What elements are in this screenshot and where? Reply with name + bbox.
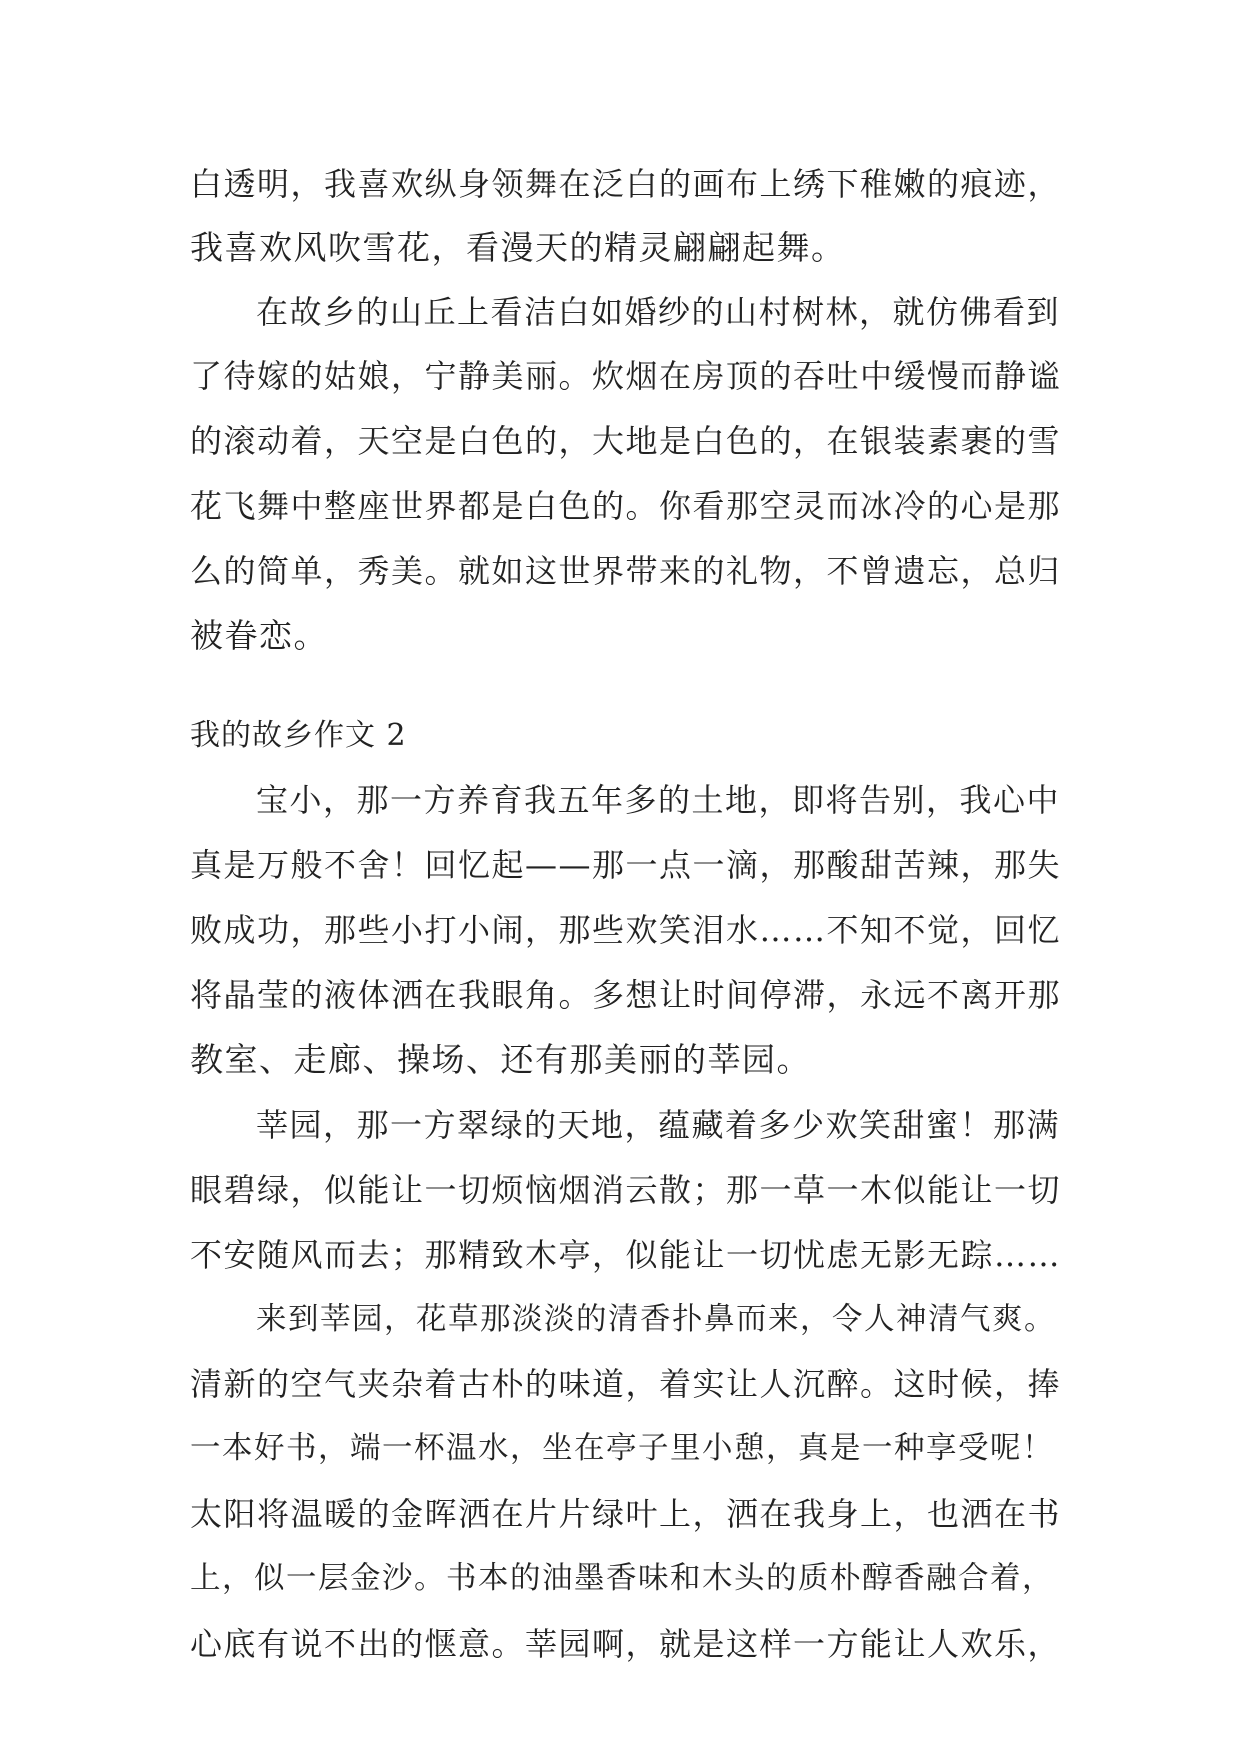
text-line: 心底有说不出的惬意。莘园啊，就是这样一方能让人欢乐， [190,1625,1062,1663]
text-line: 败成功，那些小打小闹，那些欢笑泪水……不知不觉，回忆 [190,911,1062,949]
section-heading: 我的故乡作文 2 [190,718,407,753]
text-line: 了待嫁的姑娘，宁静美丽。炊烟在房顶的吞吐中缓慢而静谧 [190,357,1062,395]
text-line: 上，似一层金沙。书本的油墨香味和木头的质朴醇香融合着， [190,1561,1054,1596]
text-line: 被眷恋。 [190,616,328,655]
text-line: 我喜欢风吹雪花，看漫天的精灵翩翩起舞。 [190,228,846,267]
text-line: 一本好书，端一杯温水，坐在亭子里小憩，真是一种享受呢！ [190,1431,1054,1466]
paragraph-first-line: 在故乡的山丘上看洁白如婚纱的山村树林，就仿佛看到 [256,293,1061,331]
text-line: 不安随风而去；那精致木亭，似能让一切忧虑无影无踪…… [190,1236,1062,1274]
paragraph-first-line: 宝小，那一方养育我五年多的土地，即将告别，我心中 [256,781,1061,819]
text-line: 将晶莹的液体洒在我眼角。多想让时间停滞，永远不离开那 [190,976,1062,1014]
text-line: 花飞舞中整座世界都是白色的。你看那空灵而冰冷的心是那 [190,487,1062,525]
text-line: 真是万般不舍！回忆起——那一点一滴，那酸甜苦辣，那失 [190,846,1062,884]
text-line: 太阳将温暖的金晖洒在片片绿叶上，洒在我身上，也洒在书 [190,1495,1062,1533]
paragraph-first-line: 来到莘园，花草那淡淡的清香扑鼻而来，令人神清气爽。 [256,1302,1056,1337]
text-line: 清新的空气夹杂着古朴的味道，着实让人沉醉。这时候，捧 [190,1365,1062,1403]
text-line: 眼碧绿，似能让一切烦恼烟消云散；那一草一木似能让一切 [190,1171,1062,1209]
paragraph-first-line: 莘园，那一方翠绿的天地，蕴藏着多少欢笑甜蜜！那满 [256,1106,1061,1144]
text-line: 的滚动着，天空是白色的，大地是白色的，在银装素裹的雪 [190,422,1062,460]
text-line: 么的简单，秀美。就如这世界带来的礼物，不曾遗忘，总归 [190,552,1062,590]
text-line: 白透明，我喜欢纵身领舞在泛白的画布上绣下稚嫩的痕迹， [190,165,1062,203]
text-line: 教室、走廊、操场、还有那美丽的莘园。 [190,1040,811,1079]
